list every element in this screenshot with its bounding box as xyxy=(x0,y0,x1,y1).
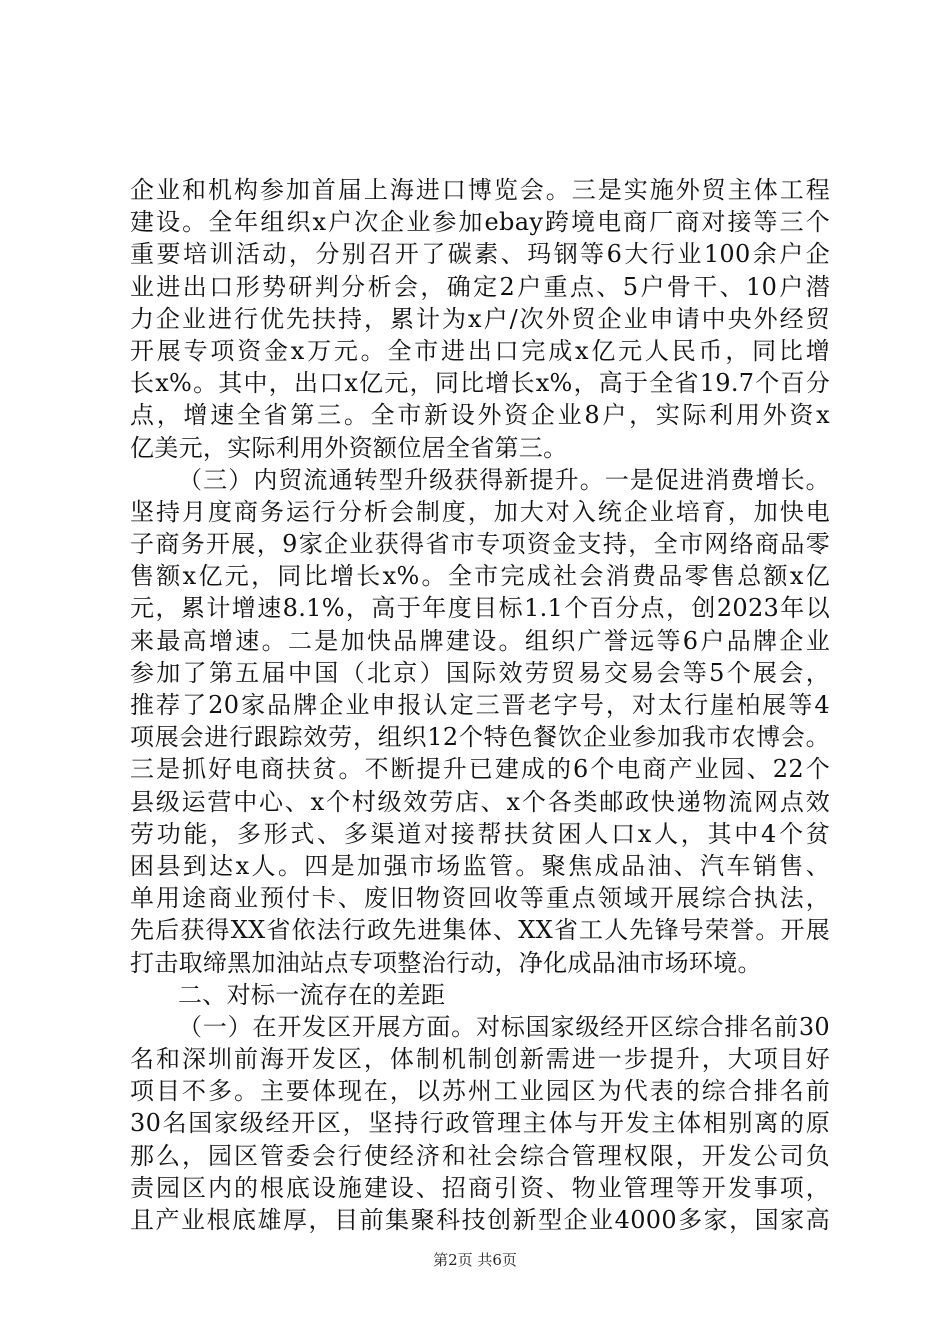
text-line: 来最高增速。二是加快品牌建设。组织广誉远等6户品牌企业 xyxy=(130,626,830,655)
text-line: 劳功能，多形式、多渠道对接帮扶贫困人口x人，其中4个贫 xyxy=(130,819,830,848)
text-line: 困县到达x人。四是加强市场监管。聚焦成品油、汽车销售、 xyxy=(130,851,830,880)
text-line: 业进出口形势研判分析会，确定2户重点、5户骨干、10户潜 xyxy=(130,272,830,301)
text-line: 参加了第五届中国（北京）国际效劳贸易交易会等5个展会， xyxy=(130,658,830,687)
text-line: 亿美元，实际利用外资额位居全省第三。 xyxy=(130,433,568,462)
text-line: 先后获得XX省依法行政先进集体、XX省工人先锋号荣誉。开展 xyxy=(130,916,830,945)
text-line: 开展专项资金x万元。全市进出口完成x亿元人民币，同比增 xyxy=(130,336,830,365)
text-line: 重要培训活动，分别召开了碳素、玛钢等6大行业100余户企 xyxy=(130,240,830,269)
text-line: 且产业根底雄厚，目前集聚科技创新型企业4000多家，国家高 xyxy=(130,1206,830,1234)
text-line: 打击取缔黑加油站点专项整治行动，净化成品油市场环境。 xyxy=(130,948,762,977)
text-line: 建设。全年组织x户次企业参加ebay跨境电商厂商对接等三个 xyxy=(130,208,830,237)
text-line: 项展会进行跟踪效劳，组织12个特色餐饮企业参加我市农博会。 xyxy=(130,723,830,752)
text-line: 单用途商业预付卡、废旧物资回收等重点领域开展综合执法， xyxy=(130,884,830,913)
text-line: 点，增速全省第三。全市新设外资企业8户，实际利用外资x xyxy=(130,401,830,430)
subsection-heading-line: （一）在开发区开展方面。对标国家级经开区综合排名前30 xyxy=(178,1012,830,1041)
page-number: 第2页 共6页 xyxy=(433,1251,517,1269)
text-line: 企业和机构参加首届上海进口博览会。三是实施外贸主体工程 xyxy=(130,176,830,204)
section-heading-line: （三）内贸流通转型升级获得新提升。一是促进消费增长。 xyxy=(178,465,830,494)
text-line: 那么，园区管委会行使经济和社会综合管理权限，开发公司负 xyxy=(130,1141,830,1170)
document-body xyxy=(130,174,830,1236)
text-line: 子商务开展，9家企业获得省市专项资金支持，全市网络商品零 xyxy=(130,530,830,559)
text-line: 力企业进行优先扶持，累计为x户/次外贸企业申请中央外经贸 xyxy=(130,304,830,333)
text-line: 责园区内的根底设施建设、招商引资、物业管理等开发事项， xyxy=(130,1173,830,1202)
text-line: 长x%。其中，出口x亿元，同比增长x%，高于全省19.7个百分 xyxy=(130,369,830,398)
text-line: 元，累计增速8.1%，高于年度目标1.1个百分点，创2023年以 xyxy=(130,594,830,623)
section-heading: 二、对标一流存在的差距 xyxy=(178,980,446,1009)
text-line: 坚持月度商务运行分析会制度，加大对入统企业培育，加快电 xyxy=(130,497,830,526)
page-footer xyxy=(0,1249,950,1270)
text-line: 30名国家级经开区，坚持行政管理主体与开发主体相别离的原 xyxy=(130,1109,830,1138)
text-line: 名和深圳前海开发区，体制机制创新需进一步提升，大项目好 xyxy=(130,1045,830,1074)
text-line: 售额x亿元，同比增长x%。全市完成社会消费品零售总额x亿 xyxy=(130,562,830,591)
text-line: 三是抓好电商扶贫。不断提升已建成的6个电商产业园、22个 xyxy=(130,755,830,784)
text-line: 县级运营中心、x个村级效劳店、x个各类邮政快递物流网点效 xyxy=(130,787,830,816)
text-line: 项目不多。主要体现在，以苏州工业园区为代表的综合排名前 xyxy=(130,1077,830,1106)
text-line: 推荐了20家品牌企业申报认定三晋老字号，对太行崖柏展等4 xyxy=(130,691,830,719)
